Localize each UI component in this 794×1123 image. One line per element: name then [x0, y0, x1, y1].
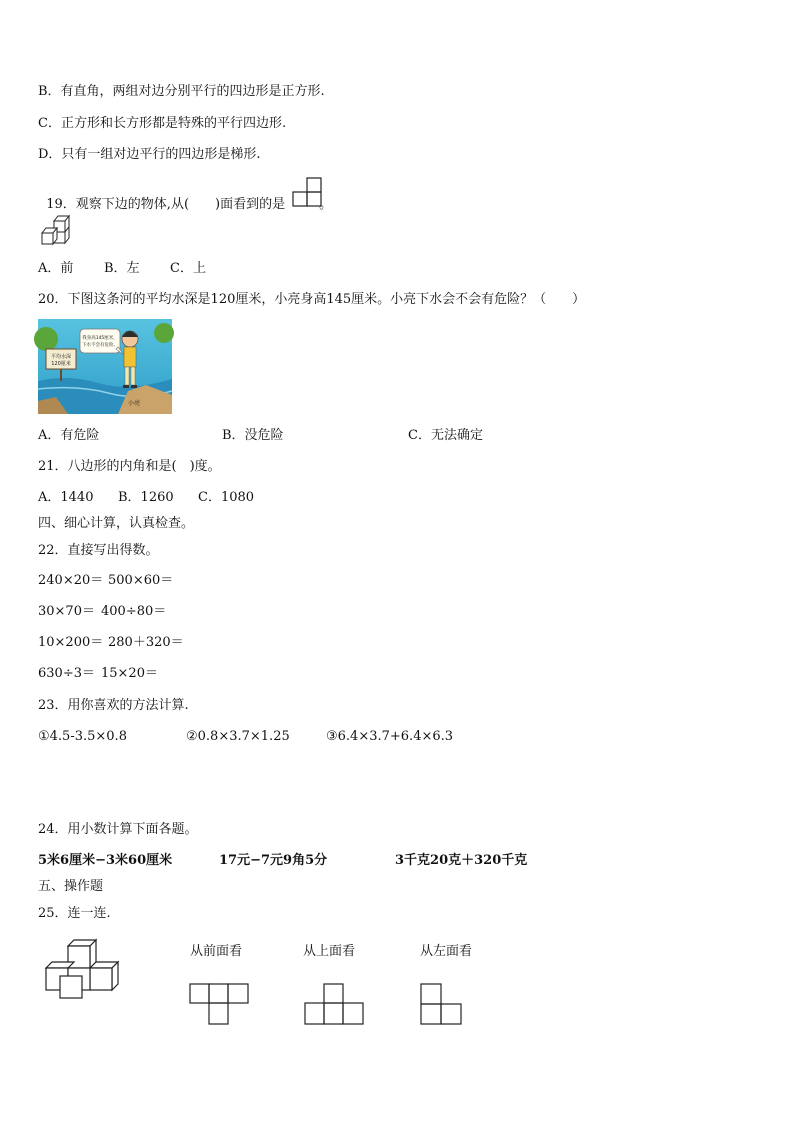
- q24-item-2: 17元−7元9角5分: [219, 853, 328, 868]
- q20-option-a: A．有危险: [38, 428, 100, 443]
- q22-row3-right: 280＋320＝: [108, 635, 184, 650]
- q20-bubble-line-1: 我身高145厘米，: [82, 336, 118, 341]
- q25-view-shape-3: [420, 983, 464, 1027]
- q23-question: 23．用你喜欢的方法计算.: [38, 698, 189, 713]
- q20-sign-line-2: 120厘米: [51, 361, 71, 367]
- q22-row3-left: 10×200＝: [38, 635, 104, 650]
- q22-row4-left: 630÷3＝: [38, 666, 95, 681]
- q25-solid-figure: [40, 938, 130, 1004]
- q23-item-3: ③6.4×3.7+6.4×6.3: [326, 729, 454, 744]
- q19-suffix: 。: [319, 197, 333, 212]
- q21-option-c: C．1080: [198, 490, 255, 505]
- q19-view-shape: [291, 177, 323, 209]
- q21-option-b: B．1260: [118, 490, 174, 505]
- q22-question: 22．直接写出得数。: [38, 543, 159, 558]
- q19-option-a: A．前: [38, 261, 74, 276]
- section-5-heading: 五、操作题: [38, 879, 104, 894]
- q20-bubble-line-2: 下水不会有危险。: [82, 343, 118, 348]
- q25-question: 25．连一连.: [38, 906, 111, 921]
- q20-boy-name: 小亮: [127, 400, 141, 407]
- q22-row2-right: 400÷80＝: [101, 604, 167, 619]
- q24-item-3: 3千克20克＋320千克: [395, 853, 528, 868]
- q19-option-b: B．左: [104, 261, 140, 276]
- q25-view-left-label: 从左面看: [420, 944, 473, 959]
- q25-view-shape-2: [304, 983, 366, 1027]
- q21-option-a: A．1440: [38, 490, 94, 505]
- q20-option-b: B．没危险: [222, 428, 284, 443]
- q18-option-c: C．正方形和长方形都是特殊的平行四边形.: [38, 116, 287, 131]
- q20-river-illustration: [38, 319, 172, 414]
- q20-option-c: C．无法确定: [408, 428, 483, 443]
- q22-row1-right: 500×60＝: [108, 573, 174, 588]
- q22-row4-right: 15×20＝: [101, 666, 158, 681]
- q24-item-1: 5米6厘米−3米60厘米: [38, 853, 173, 868]
- q22-row2-left: 30×70＝: [38, 604, 95, 619]
- q25-view-front-label: 从前面看: [190, 944, 243, 959]
- q20-question: 20．下图这条河的平均水深是120厘米，小亮身高145厘米。小亮下水会不会有危险？（ ）: [38, 292, 586, 307]
- q19-question: [38, 181, 332, 213]
- q23-item-2: ②0.8×3.7×1.25: [186, 729, 290, 744]
- section-4-heading: 四、细心计算，认真检查。: [38, 516, 195, 531]
- q24-question: 24．用小数计算下面各题。: [38, 822, 198, 837]
- q19-option-c: C．上: [170, 261, 206, 276]
- q20-sign-line-1: 平均水深: [50, 354, 72, 360]
- q21-question: 21．八边形的内角和是( )度。: [38, 459, 221, 474]
- q18-option-b: B．有直角，两组对边分别平行的四边形是正方形.: [38, 84, 325, 99]
- q23-item-1: ①4.5-3.5×0.8: [38, 729, 127, 744]
- q22-row1-left: 240×20＝: [38, 573, 104, 588]
- q18-option-d: D．只有一组对边平行的四边形是梯形.: [38, 147, 261, 162]
- q19-cubes-figure: [38, 213, 72, 249]
- q25-view-top-label: 从上面看: [303, 944, 356, 959]
- q25-view-shape-1: [189, 983, 251, 1027]
- q19-prefix: 19．观察下边的物体,从( )面看到的是: [46, 197, 286, 212]
